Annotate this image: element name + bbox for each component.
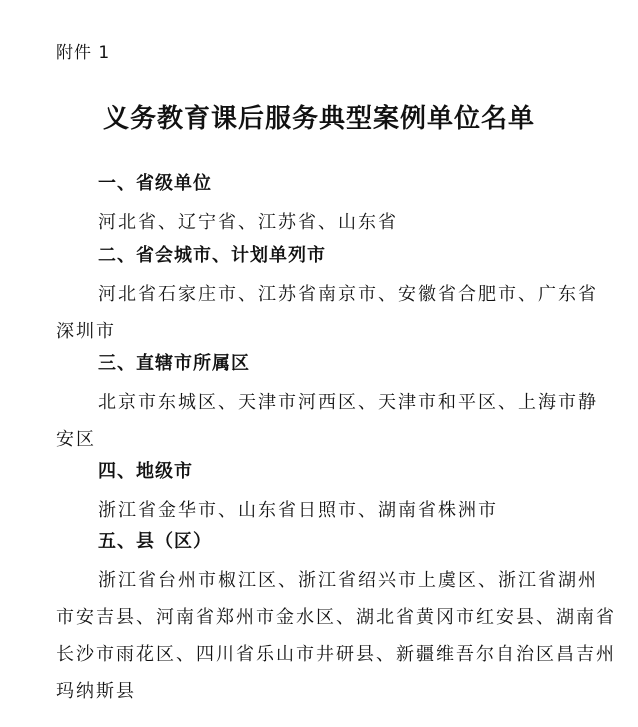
section-heading: 一、省级单位 xyxy=(98,173,212,194)
attachment-label: 附件 1 xyxy=(56,43,111,63)
section-counties xyxy=(56,526,616,710)
section-content: 浙江省金华市、山东省日照市、湖南省株洲市 xyxy=(98,500,498,521)
section-heading: 四、地级市 xyxy=(98,461,193,482)
section-content: 北京市东城区、天津市河西区、天津市和平区、上海市静安区 xyxy=(56,392,598,450)
section-content: 河北省石家庄市、江苏省南京市、安徽省合肥市、广东省深圳市 xyxy=(56,284,598,342)
document-title: 义务教育课后服务典型案例单位名单 xyxy=(102,104,535,134)
section-prefecture-cities xyxy=(56,456,616,529)
section-heading: 二、省会城市、计划单列市 xyxy=(98,245,326,266)
section-content: 河北省、辽宁省、江苏省、山东省 xyxy=(98,212,398,233)
section-capital-cities xyxy=(56,240,616,350)
section-heading: 三、直辖市所属区 xyxy=(98,353,250,374)
section-heading: 五、县（区） xyxy=(98,531,212,552)
section-content: 浙江省台州市椒江区、浙江省绍兴市上虞区、浙江省湖州市安吉县、河南省郑州市金水区、湖北省黄冈市红安县、湖南省长沙市雨花区、四川省乐山市井研县、新疆维吾尔自治区昌吉州玛纳斯县 xyxy=(56,570,616,702)
section-municipal-districts xyxy=(56,348,616,458)
section-provincial xyxy=(56,168,616,241)
